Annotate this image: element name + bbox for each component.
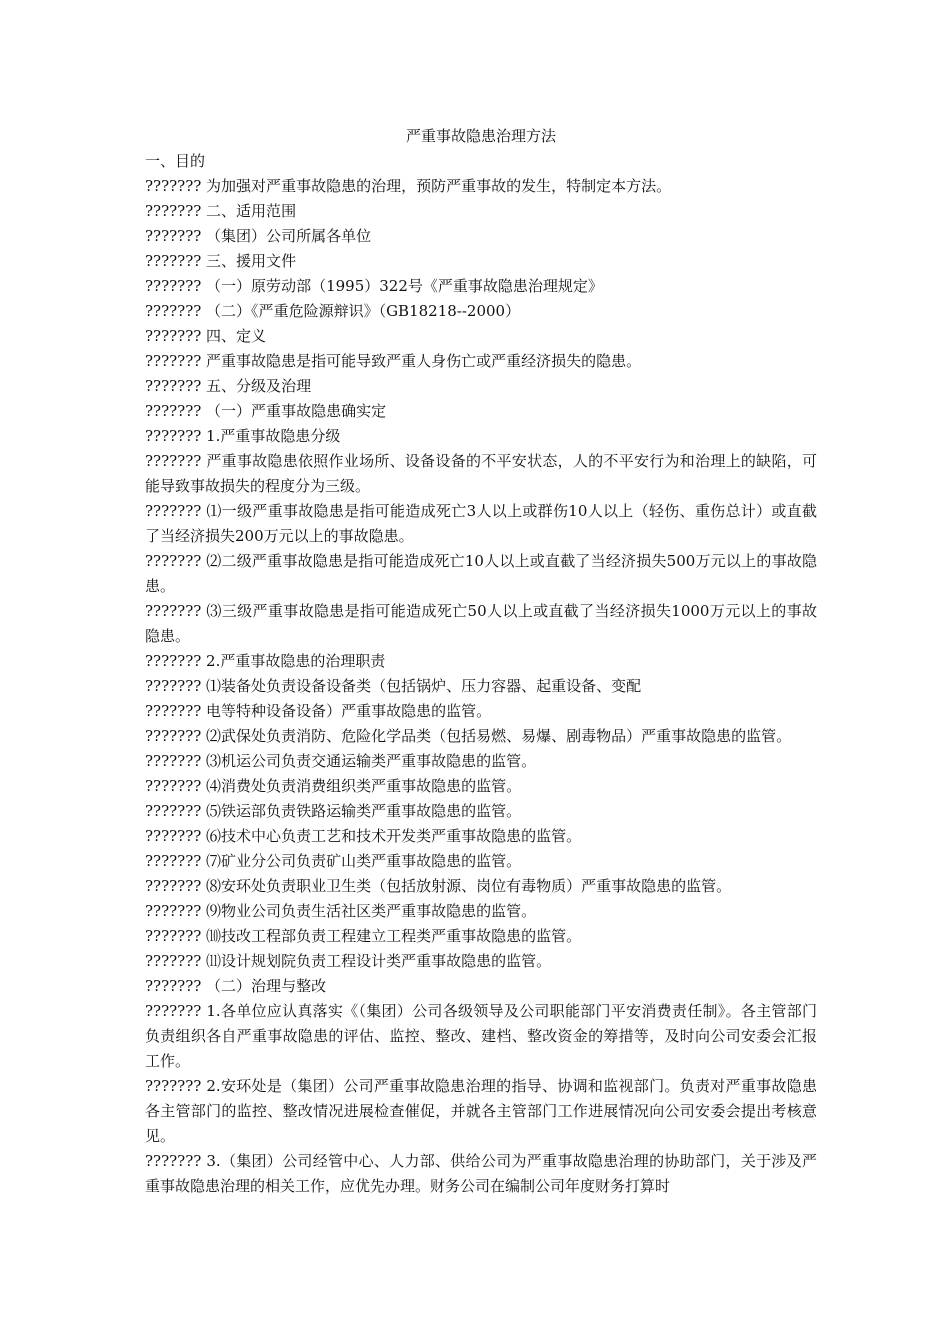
paragraph: ??????? ⑾设计规划院负责工程设计类严重事故隐患的监管。 — [145, 952, 552, 970]
paragraph: ??????? 严重事故隐患是指可能导致严重人身伤亡或严重经济损失的隐患。 — [145, 352, 642, 370]
paragraph: ??????? 四、定义 — [145, 327, 267, 345]
paragraph: ??????? ⑽技改工程部负责工程建立工程类严重事故隐患的监管。 — [145, 927, 582, 945]
paragraph: ??????? 1.各单位应认真落实《（集团）公司各级领导及公司职能部门平安消费责任制》。各主管部门负责组织各自严重事故隐患的评估、监控、整改、建档、整改资金的筹措等，及时向公司安委会汇报工作。 — [145, 1002, 817, 1070]
paragraph: ??????? ⑼物业公司负责生活社区类严重事故隐患的监管。 — [145, 902, 537, 920]
paragraph: ??????? ⑸铁运部负责铁路运输类严重事故隐患的监管。 — [145, 802, 522, 820]
paragraph: ??????? ⑻安环处负责职业卫生类（包括放射源、岗位有毒物质）严重事故隐患的监管。 — [145, 877, 732, 895]
paragraph: ??????? （二）《严重危险源辩识》（GB18218--2000） — [145, 302, 521, 320]
paragraph: ??????? ⑵武保处负责消防、危险化学品类（包括易燃、易爆、剧毒物品）严重事故隐患的监管。 — [145, 727, 792, 745]
paragraph: ??????? 严重事故隐患依照作业场所、设备设备的不平安状态，人的不平安行为和治理上的缺陷，可能导致事故损失的程度分为三级。 — [145, 452, 817, 495]
paragraph: ??????? ⑹技术中心负责工艺和技术开发类严重事故隐患的监管。 — [145, 827, 582, 845]
paragraph: ??????? ⑴装备处负责设备设备类（包括锅炉、压力容器、起重设备、变配 — [145, 677, 642, 695]
paragraph: ??????? 三、援用文件 — [145, 252, 297, 270]
paragraph: ??????? ⑴一级严重事故隐患是指可能造成死亡3人以上或群伤10人以上（轻伤、重伤总计）或直截了当经济损失200万元以上的事故隐患。 — [145, 502, 817, 545]
paragraph: ??????? （二）治理与整改 — [145, 977, 327, 995]
document-body — [145, 124, 817, 1199]
paragraph: ??????? ⑶三级严重事故隐患是指可能造成死亡50人以上或直截了当经济损失1000万元以上的事故隐患。 — [145, 602, 817, 645]
paragraph: 一、目的 — [145, 152, 206, 170]
paragraph: ??????? ⑶机运公司负责交通运输类严重事故隐患的监管。 — [145, 752, 537, 770]
paragraph: ??????? 二、适用范围 — [145, 202, 297, 220]
paragraph: ??????? 3.（集团）公司经管中心、人力部、供给公司为严重事故隐患治理的协助部门，关于涉及严重事故隐患治理的相关工作，应优先办理。财务公司在编制公司年度财务打算时 — [145, 1152, 817, 1195]
paragraph: ??????? 2.严重事故隐患的治理职责 — [145, 652, 386, 670]
paragraph: ??????? 五、分级及治理 — [145, 377, 312, 395]
paragraph: ??????? （一）严重事故隐患确实定 — [145, 402, 387, 420]
paragraph: ??????? 1.严重事故隐患分级 — [145, 427, 341, 445]
paragraph: ??????? （集团）公司所属各单位 — [145, 227, 372, 245]
paragraph: ??????? 为加强对严重事故隐患的治理，预防严重事故的发生，特制定本方法。 — [145, 177, 672, 195]
paragraph: ??????? （一）原劳动部（1995）322号《严重事故隐患治理规定》 — [145, 277, 603, 295]
paragraph: ??????? ⑵二级严重事故隐患是指可能造成死亡10人以上或直截了当经济损失500万元以上的事故隐患。 — [145, 552, 817, 595]
paragraph: ??????? ⑷消费处负责消费组织类严重事故隐患的监管。 — [145, 777, 522, 795]
paragraph: ??????? ⑺矿业分公司负责矿山类严重事故隐患的监管。 — [145, 852, 522, 870]
paragraph: ??????? 电等特种设备设备）严重事故隐患的监管。 — [145, 702, 492, 720]
paragraph: ??????? 2.安环处是（集团）公司严重事故隐患治理的指导、协调和监视部门。负责对严重事故隐患各主管部门的监控、整改情况进展检查催促，并就各主管部门工作进展情况向公司安委会提出考核意见。 — [145, 1077, 817, 1145]
document-title: 严重事故隐患治理方法 — [405, 127, 556, 145]
